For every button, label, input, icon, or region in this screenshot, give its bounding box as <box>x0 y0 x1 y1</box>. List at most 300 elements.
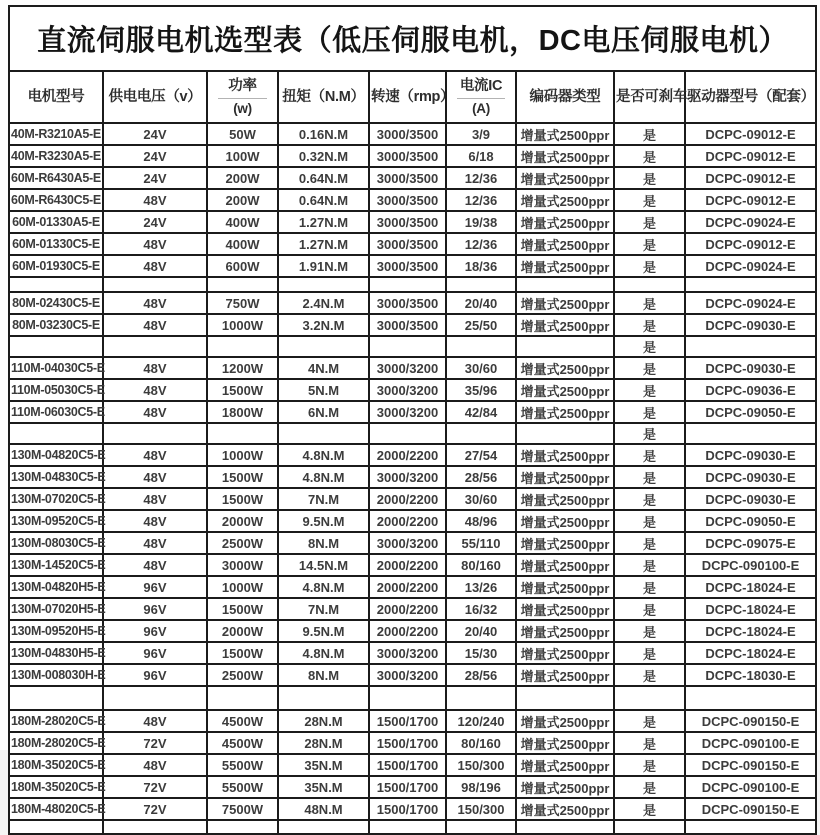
column-header-brake: 是否可刹车 <box>614 71 685 123</box>
table-row <box>9 379 816 401</box>
cell-driver: DCPC-09012-E <box>685 167 816 189</box>
cell-driver: DCPC-09050-E <box>685 510 816 532</box>
cell-driver: DCPC-090100-E <box>685 776 816 798</box>
cell-current: 150/300 <box>446 798 516 820</box>
cell-voltage: 48V <box>103 710 207 732</box>
cell-speed: 1500/1700 <box>369 732 446 754</box>
table-row <box>9 145 816 167</box>
cell-power: 1500W <box>207 466 278 488</box>
cell-voltage: 24V <box>103 145 207 167</box>
cell-model: 110M-04030C5-E <box>9 357 103 379</box>
cell-power: 4500W <box>207 732 278 754</box>
table-row <box>9 211 816 233</box>
cell-brake <box>614 686 685 710</box>
cell-model: 110M-06030C5-E <box>9 401 103 423</box>
cell-power: 7500W <box>207 798 278 820</box>
cell-encoder <box>516 277 614 292</box>
table-row <box>9 820 816 834</box>
cell-voltage: 48V <box>103 379 207 401</box>
cell-voltage: 72V <box>103 798 207 820</box>
cell-model: 60M-01330C5-E <box>9 233 103 255</box>
cell-current: 3/9 <box>446 123 516 145</box>
cell-current: 150/300 <box>446 754 516 776</box>
cell-torque: 28N.M <box>278 710 369 732</box>
cell-model: 180M-48020C5-E <box>9 798 103 820</box>
cell-current: 12/36 <box>446 167 516 189</box>
table-row <box>9 754 816 776</box>
table-row <box>9 233 816 255</box>
cell-speed: 1500/1700 <box>369 798 446 820</box>
column-header-driver: 驱动器型号（配套） <box>685 71 816 123</box>
cell-voltage: 96V <box>103 664 207 686</box>
cell-model <box>9 423 103 444</box>
cell-speed: 3000/3500 <box>369 292 446 314</box>
cell-speed: 2000/2200 <box>369 620 446 642</box>
cell-brake: 是 <box>614 510 685 532</box>
motor-selection-table <box>8 5 817 835</box>
cell-encoder: 增量式2500ppr <box>516 642 614 664</box>
cell-encoder: 增量式2500ppr <box>516 732 614 754</box>
cell-torque: 6N.M <box>278 401 369 423</box>
table-row <box>9 598 816 620</box>
cell-voltage: 72V <box>103 732 207 754</box>
cell-power: 2500W <box>207 664 278 686</box>
cell-encoder: 增量式2500ppr <box>516 292 614 314</box>
cell-current: 98/196 <box>446 776 516 798</box>
cell-driver <box>685 820 816 834</box>
table-row <box>9 401 816 423</box>
cell-power: 1800W <box>207 401 278 423</box>
cell-current: 27/54 <box>446 444 516 466</box>
cell-torque: 7N.M <box>278 598 369 620</box>
cell-power: 1000W <box>207 314 278 336</box>
cell-brake: 是 <box>614 444 685 466</box>
cell-brake: 是 <box>614 211 685 233</box>
cell-brake: 是 <box>614 466 685 488</box>
cell-brake <box>614 277 685 292</box>
cell-voltage: 48V <box>103 554 207 576</box>
cell-current: 19/38 <box>446 211 516 233</box>
table-row <box>9 466 816 488</box>
cell-brake: 是 <box>614 754 685 776</box>
table-row <box>9 277 816 292</box>
cell-model: 60M-01330A5-E <box>9 211 103 233</box>
cell-speed: 3000/3500 <box>369 167 446 189</box>
cell-power <box>207 686 278 710</box>
cell-torque: 0.64N.M <box>278 167 369 189</box>
header-divider <box>218 98 266 99</box>
cell-current: 120/240 <box>446 710 516 732</box>
cell-encoder: 增量式2500ppr <box>516 798 614 820</box>
cell-power: 1200W <box>207 357 278 379</box>
cell-speed: 3000/3500 <box>369 123 446 145</box>
cell-driver: DCPC-09050-E <box>685 401 816 423</box>
cell-model: 80M-03230C5-E <box>9 314 103 336</box>
table-row <box>9 642 816 664</box>
cell-torque: 4.8N.M <box>278 444 369 466</box>
cell-driver: DCPC-09030-E <box>685 488 816 510</box>
cell-model: 180M-35020C5-E <box>9 754 103 776</box>
cell-encoder: 增量式2500ppr <box>516 123 614 145</box>
cell-brake: 是 <box>614 532 685 554</box>
cell-model: 180M-35020C5-E <box>9 776 103 798</box>
header-row <box>9 71 816 123</box>
cell-torque: 4N.M <box>278 357 369 379</box>
cell-current <box>446 686 516 710</box>
cell-current: 15/30 <box>446 642 516 664</box>
cell-torque: 1.27N.M <box>278 211 369 233</box>
cell-brake: 是 <box>614 642 685 664</box>
cell-model: 110M-05030C5-E <box>9 379 103 401</box>
cell-encoder: 增量式2500ppr <box>516 776 614 798</box>
cell-torque: 9.5N.M <box>278 510 369 532</box>
cell-voltage: 96V <box>103 620 207 642</box>
cell-brake: 是 <box>614 620 685 642</box>
cell-power: 1000W <box>207 444 278 466</box>
cell-torque: 3.2N.M <box>278 314 369 336</box>
cell-current: 30/60 <box>446 488 516 510</box>
table-row <box>9 798 816 820</box>
cell-voltage: 48V <box>103 292 207 314</box>
cell-power: 2000W <box>207 510 278 532</box>
cell-brake: 是 <box>614 379 685 401</box>
cell-torque <box>278 277 369 292</box>
cell-power <box>207 423 278 444</box>
cell-current: 20/40 <box>446 292 516 314</box>
cell-speed <box>369 820 446 834</box>
cell-brake: 是 <box>614 167 685 189</box>
cell-model: 80M-02430C5-E <box>9 292 103 314</box>
cell-brake: 是 <box>614 123 685 145</box>
table-row <box>9 620 816 642</box>
cell-model: 130M-008030H-E <box>9 664 103 686</box>
cell-encoder: 增量式2500ppr <box>516 233 614 255</box>
cell-power: 600W <box>207 255 278 277</box>
table-row <box>9 710 816 732</box>
cell-driver: DCPC-09012-E <box>685 145 816 167</box>
cell-power: 50W <box>207 123 278 145</box>
cell-driver: DCPC-09075-E <box>685 532 816 554</box>
cell-power <box>207 336 278 357</box>
cell-speed: 3000/3200 <box>369 642 446 664</box>
cell-voltage: 96V <box>103 642 207 664</box>
cell-driver: DCPC-09030-E <box>685 357 816 379</box>
cell-encoder: 增量式2500ppr <box>516 466 614 488</box>
cell-driver: DCPC-09012-E <box>685 233 816 255</box>
cell-driver: DCPC-09024-E <box>685 211 816 233</box>
cell-current: 12/36 <box>446 189 516 211</box>
cell-power: 1500W <box>207 642 278 664</box>
cell-power: 200W <box>207 167 278 189</box>
cell-voltage: 48V <box>103 444 207 466</box>
cell-power: 400W <box>207 211 278 233</box>
cell-model: 130M-08030C5-E <box>9 532 103 554</box>
cell-model: 60M-R6430C5-E <box>9 189 103 211</box>
cell-model: 40M-R3230A5-E <box>9 145 103 167</box>
cell-torque: 14.5N.M <box>278 554 369 576</box>
table-row <box>9 167 816 189</box>
cell-voltage: 24V <box>103 211 207 233</box>
cell-voltage <box>103 336 207 357</box>
cell-driver: DCPC-18024-E <box>685 620 816 642</box>
cell-speed: 3000/3500 <box>369 314 446 336</box>
cell-model: 130M-07020C5-E <box>9 488 103 510</box>
cell-current: 18/36 <box>446 255 516 277</box>
cell-driver: DCPC-18030-E <box>685 664 816 686</box>
cell-torque: 0.32N.M <box>278 145 369 167</box>
cell-power: 100W <box>207 145 278 167</box>
table-row <box>9 123 816 145</box>
cell-current: 55/110 <box>446 532 516 554</box>
cell-torque: 0.16N.M <box>278 123 369 145</box>
cell-torque: 28N.M <box>278 732 369 754</box>
cell-model: 40M-R3210A5-E <box>9 123 103 145</box>
cell-model: 180M-28020C5-E <box>9 710 103 732</box>
table-row <box>9 189 816 211</box>
cell-encoder: 增量式2500ppr <box>516 754 614 776</box>
cell-torque: 48N.M <box>278 798 369 820</box>
cell-speed <box>369 277 446 292</box>
cell-brake: 是 <box>614 554 685 576</box>
cell-current: 28/56 <box>446 466 516 488</box>
cell-model <box>9 336 103 357</box>
cell-voltage <box>103 686 207 710</box>
cell-driver: DCPC-09024-E <box>685 292 816 314</box>
cell-brake: 是 <box>614 423 685 444</box>
cell-brake: 是 <box>614 401 685 423</box>
cell-model: 130M-09520H5-E <box>9 620 103 642</box>
cell-speed: 2000/2200 <box>369 510 446 532</box>
table-row <box>9 336 816 357</box>
cell-encoder <box>516 336 614 357</box>
cell-torque: 35N.M <box>278 754 369 776</box>
cell-speed: 3000/3200 <box>369 379 446 401</box>
cell-speed: 2000/2200 <box>369 488 446 510</box>
cell-speed <box>369 423 446 444</box>
cell-current: 13/26 <box>446 576 516 598</box>
cell-power: 1500W <box>207 488 278 510</box>
table-row <box>9 554 816 576</box>
cell-power: 1500W <box>207 379 278 401</box>
cell-voltage: 48V <box>103 314 207 336</box>
cell-encoder: 增量式2500ppr <box>516 211 614 233</box>
cell-voltage: 96V <box>103 576 207 598</box>
title-row <box>9 6 816 71</box>
cell-driver <box>685 686 816 710</box>
cell-speed: 3000/3500 <box>369 255 446 277</box>
cell-speed: 3000/3500 <box>369 233 446 255</box>
column-header-speed: 转速（rmp） <box>369 71 446 123</box>
cell-encoder: 增量式2500ppr <box>516 255 614 277</box>
header-divider <box>457 98 505 99</box>
page-title: 直流伺服电机选型表（低压伺服电机，DC电压伺服电机） <box>9 6 816 71</box>
cell-model <box>9 686 103 710</box>
cell-speed: 2000/2200 <box>369 554 446 576</box>
cell-power: 400W <box>207 233 278 255</box>
cell-model <box>9 820 103 834</box>
cell-encoder: 增量式2500ppr <box>516 379 614 401</box>
cell-encoder: 增量式2500ppr <box>516 620 614 642</box>
cell-encoder: 增量式2500ppr <box>516 532 614 554</box>
table-row <box>9 314 816 336</box>
cell-driver: DCPC-09012-E <box>685 123 816 145</box>
cell-encoder: 增量式2500ppr <box>516 357 614 379</box>
table-row <box>9 510 816 532</box>
cell-power: 2000W <box>207 620 278 642</box>
cell-brake: 是 <box>614 255 685 277</box>
cell-brake: 是 <box>614 357 685 379</box>
cell-driver: DCPC-090150-E <box>685 798 816 820</box>
cell-voltage <box>103 820 207 834</box>
cell-speed: 2000/2200 <box>369 576 446 598</box>
column-header-torque: 扭矩（N.M） <box>278 71 369 123</box>
cell-driver: DCPC-18024-E <box>685 642 816 664</box>
cell-brake: 是 <box>614 732 685 754</box>
column-header-encoder: 编码器类型 <box>516 71 614 123</box>
table-row <box>9 576 816 598</box>
cell-speed: 3000/3200 <box>369 664 446 686</box>
cell-torque: 4.8N.M <box>278 642 369 664</box>
column-header-voltage: 供电电压（v） <box>103 71 207 123</box>
cell-brake: 是 <box>614 233 685 255</box>
cell-torque <box>278 820 369 834</box>
cell-current <box>446 423 516 444</box>
cell-torque: 35N.M <box>278 776 369 798</box>
cell-speed: 3000/3200 <box>369 466 446 488</box>
cell-power: 1500W <box>207 598 278 620</box>
cell-brake <box>614 820 685 834</box>
cell-current: 20/40 <box>446 620 516 642</box>
cell-driver: DCPC-09012-E <box>685 189 816 211</box>
cell-driver: DCPC-09030-E <box>685 444 816 466</box>
cell-power: 5500W <box>207 754 278 776</box>
cell-brake: 是 <box>614 664 685 686</box>
cell-encoder: 增量式2500ppr <box>516 598 614 620</box>
table-row <box>9 423 816 444</box>
cell-power <box>207 820 278 834</box>
cell-torque: 1.91N.M <box>278 255 369 277</box>
cell-model: 130M-04820C5-E <box>9 444 103 466</box>
cell-torque: 2.4N.M <box>278 292 369 314</box>
cell-power: 1000W <box>207 576 278 598</box>
cell-current: 48/96 <box>446 510 516 532</box>
cell-torque: 8N.M <box>278 532 369 554</box>
cell-model: 130M-07020H5-E <box>9 598 103 620</box>
cell-model: 60M-01930C5-E <box>9 255 103 277</box>
cell-brake: 是 <box>614 189 685 211</box>
table-row <box>9 664 816 686</box>
cell-encoder: 增量式2500ppr <box>516 664 614 686</box>
cell-power: 3000W <box>207 554 278 576</box>
cell-encoder: 增量式2500ppr <box>516 167 614 189</box>
cell-encoder: 增量式2500ppr <box>516 510 614 532</box>
cell-voltage <box>103 277 207 292</box>
cell-voltage: 48V <box>103 488 207 510</box>
column-header-current: 电流IC (A) <box>446 71 516 123</box>
cell-voltage: 48V <box>103 401 207 423</box>
cell-speed: 3000/3500 <box>369 145 446 167</box>
cell-model: 130M-09520C5-E <box>9 510 103 532</box>
cell-current <box>446 336 516 357</box>
cell-power <box>207 277 278 292</box>
cell-current: 16/32 <box>446 598 516 620</box>
cell-driver <box>685 423 816 444</box>
cell-encoder: 增量式2500ppr <box>516 314 614 336</box>
cell-speed <box>369 336 446 357</box>
cell-encoder: 增量式2500ppr <box>516 576 614 598</box>
cell-driver: DCPC-09024-E <box>685 255 816 277</box>
cell-power: 2500W <box>207 532 278 554</box>
cell-voltage: 72V <box>103 776 207 798</box>
cell-current: 35/96 <box>446 379 516 401</box>
cell-encoder: 增量式2500ppr <box>516 401 614 423</box>
cell-voltage: 48V <box>103 532 207 554</box>
cell-brake: 是 <box>614 314 685 336</box>
cell-voltage: 24V <box>103 167 207 189</box>
table-row <box>9 488 816 510</box>
cell-current: 25/50 <box>446 314 516 336</box>
cell-torque: 8N.M <box>278 664 369 686</box>
cell-power: 5500W <box>207 776 278 798</box>
cell-speed: 3000/3200 <box>369 401 446 423</box>
cell-voltage: 24V <box>103 123 207 145</box>
cell-encoder: 增量式2500ppr <box>516 145 614 167</box>
cell-voltage: 48V <box>103 466 207 488</box>
cell-speed: 3000/3200 <box>369 532 446 554</box>
cell-brake: 是 <box>614 292 685 314</box>
cell-encoder: 增量式2500ppr <box>516 710 614 732</box>
table-row <box>9 732 816 754</box>
cell-driver: DCPC-09030-E <box>685 314 816 336</box>
cell-speed: 1500/1700 <box>369 710 446 732</box>
cell-current <box>446 277 516 292</box>
cell-torque <box>278 686 369 710</box>
cell-current: 42/84 <box>446 401 516 423</box>
cell-speed: 3000/3200 <box>369 357 446 379</box>
cell-voltage: 48V <box>103 189 207 211</box>
cell-speed: 1500/1700 <box>369 776 446 798</box>
table-row <box>9 292 816 314</box>
cell-speed: 1500/1700 <box>369 754 446 776</box>
cell-torque: 9.5N.M <box>278 620 369 642</box>
cell-driver: DCPC-09030-E <box>685 466 816 488</box>
cell-voltage: 48V <box>103 233 207 255</box>
cell-voltage: 48V <box>103 510 207 532</box>
cell-brake: 是 <box>614 776 685 798</box>
cell-current: 6/18 <box>446 145 516 167</box>
cell-driver: DCPC-090150-E <box>685 710 816 732</box>
column-header-power: 功率 (w) <box>207 71 278 123</box>
cell-model: 130M-04820H5-E <box>9 576 103 598</box>
cell-encoder <box>516 820 614 834</box>
cell-torque: 7N.M <box>278 488 369 510</box>
cell-model: 60M-R6430A5-E <box>9 167 103 189</box>
cell-encoder <box>516 686 614 710</box>
cell-voltage: 48V <box>103 357 207 379</box>
cell-model: 130M-04830H5-E <box>9 642 103 664</box>
cell-current: 80/160 <box>446 732 516 754</box>
cell-speed: 2000/2200 <box>369 444 446 466</box>
cell-driver <box>685 336 816 357</box>
table-row <box>9 444 816 466</box>
cell-brake: 是 <box>614 576 685 598</box>
table-row <box>9 776 816 798</box>
cell-power: 4500W <box>207 710 278 732</box>
cell-power: 750W <box>207 292 278 314</box>
cell-speed: 3000/3500 <box>369 211 446 233</box>
cell-encoder: 增量式2500ppr <box>516 189 614 211</box>
table-row <box>9 686 816 710</box>
